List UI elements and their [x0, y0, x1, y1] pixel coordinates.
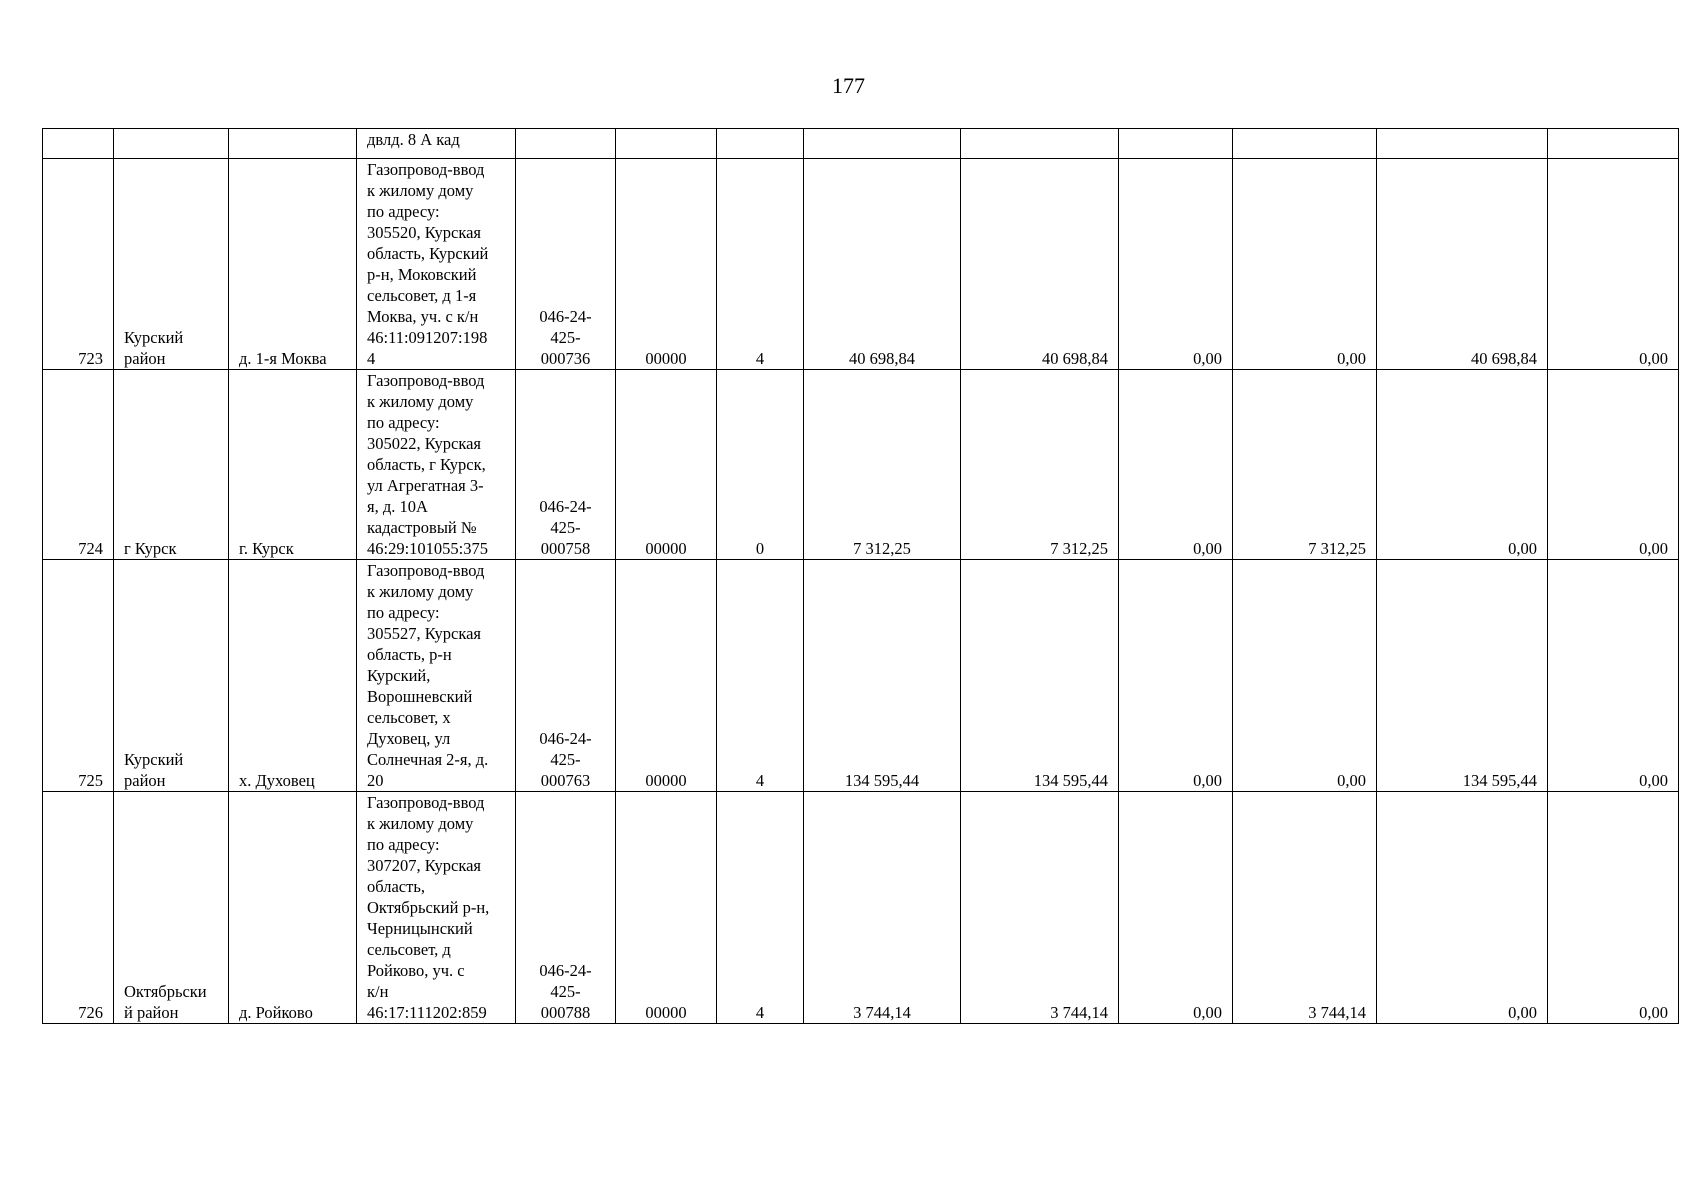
cell-col13: 0,00 [1548, 792, 1679, 1024]
cell-col8: 7 312,25 [804, 370, 961, 560]
cell-col6 [616, 129, 717, 159]
cell-settlement: д. 1-я Моква [229, 159, 357, 370]
cell-col9 [961, 129, 1119, 159]
cell-district: г Курск [114, 370, 229, 560]
cell-col7: 0 [717, 370, 804, 560]
cell-col8 [804, 129, 961, 159]
cell-col6: 00000 [616, 159, 717, 370]
cell-col8: 134 595,44 [804, 560, 961, 792]
cell-col13 [1548, 129, 1679, 159]
cell-code: 046-24- 425- 000763 [516, 560, 616, 792]
cell-description: Газопровод-ввод к жилому дому по адресу: 305527, Курская область, р-н Курский, Ворошневский сельсовет, х Духовец, ул Солнечная 2-я, д. 20 [357, 560, 516, 792]
cell-col12: 40 698,84 [1377, 159, 1548, 370]
cell-number: 726 [43, 792, 114, 1024]
cell-district: Курский район [114, 560, 229, 792]
cell-district [114, 129, 229, 159]
cell-col13: 0,00 [1548, 370, 1679, 560]
table-row [43, 792, 1679, 1024]
cell-col8: 3 744,14 [804, 792, 961, 1024]
cell-description: Газопровод-ввод к жилому дому по адресу: 305520, Курская область, Курский р-н, Моковский сельсовет, д 1-я Моква, уч. с к/н 46:11:091207:198 4 [357, 159, 516, 370]
cell-code [516, 129, 616, 159]
cell-col10 [1119, 129, 1233, 159]
table-row [43, 159, 1679, 370]
cell-code: 046-24- 425- 000788 [516, 792, 616, 1024]
cell-col10: 0,00 [1119, 370, 1233, 560]
table-row-continuation [43, 129, 1679, 159]
cell-number: 725 [43, 560, 114, 792]
cell-col11: 0,00 [1233, 560, 1377, 792]
cell-number: 723 [43, 159, 114, 370]
cell-col10: 0,00 [1119, 560, 1233, 792]
cell-col11: 0,00 [1233, 159, 1377, 370]
cell-description: Газопровод-ввод к жилому дому по адресу: 305022, Курская область, г Курск, ул Агрегатная 3- я, д. 10А кадастровый № 46:29:101055:375 [357, 370, 516, 560]
cell-col7: 4 [717, 560, 804, 792]
cell-col11 [1233, 129, 1377, 159]
cell-col10: 0,00 [1119, 159, 1233, 370]
cell-code: 046-24- 425- 000758 [516, 370, 616, 560]
cell-col13: 0,00 [1548, 560, 1679, 792]
cell-col11: 7 312,25 [1233, 370, 1377, 560]
cell-col12 [1377, 129, 1548, 159]
cell-code: 046-24- 425- 000736 [516, 159, 616, 370]
cell-col9: 134 595,44 [961, 560, 1119, 792]
cell-settlement: д. Ройково [229, 792, 357, 1024]
cell-description: Газопровод-ввод к жилому дому по адресу: 307207, Курская область, Октябрьский р-н, Черницынский сельсовет, д Ройково, уч. с к/н 46:17:111202:859 [357, 792, 516, 1024]
cell-number [43, 129, 114, 159]
cell-col6: 00000 [616, 792, 717, 1024]
cell-col7: 4 [717, 792, 804, 1024]
cell-col11: 3 744,14 [1233, 792, 1377, 1024]
table-row [43, 560, 1679, 792]
page-number: 177 [832, 73, 865, 98]
table-row [43, 370, 1679, 560]
cell-description: двлд. 8 А кад [357, 129, 516, 159]
cell-settlement [229, 129, 357, 159]
cell-col8: 40 698,84 [804, 159, 961, 370]
cell-district: Курский район [114, 159, 229, 370]
cell-settlement: х. Духовец [229, 560, 357, 792]
cell-col9: 3 744,14 [961, 792, 1119, 1024]
cell-col9: 40 698,84 [961, 159, 1119, 370]
cell-district: Октябрьски й район [114, 792, 229, 1024]
cell-col12: 0,00 [1377, 792, 1548, 1024]
cell-col12: 134 595,44 [1377, 560, 1548, 792]
cell-number: 724 [43, 370, 114, 560]
cell-col10: 0,00 [1119, 792, 1233, 1024]
cell-col12: 0,00 [1377, 370, 1548, 560]
cell-col7: 4 [717, 159, 804, 370]
cell-col6: 00000 [616, 560, 717, 792]
cell-col9: 7 312,25 [961, 370, 1119, 560]
cell-settlement: г. Курск [229, 370, 357, 560]
cell-col13: 0,00 [1548, 159, 1679, 370]
registry-table [42, 128, 1679, 1024]
cell-col7 [717, 129, 804, 159]
cell-col6: 00000 [616, 370, 717, 560]
